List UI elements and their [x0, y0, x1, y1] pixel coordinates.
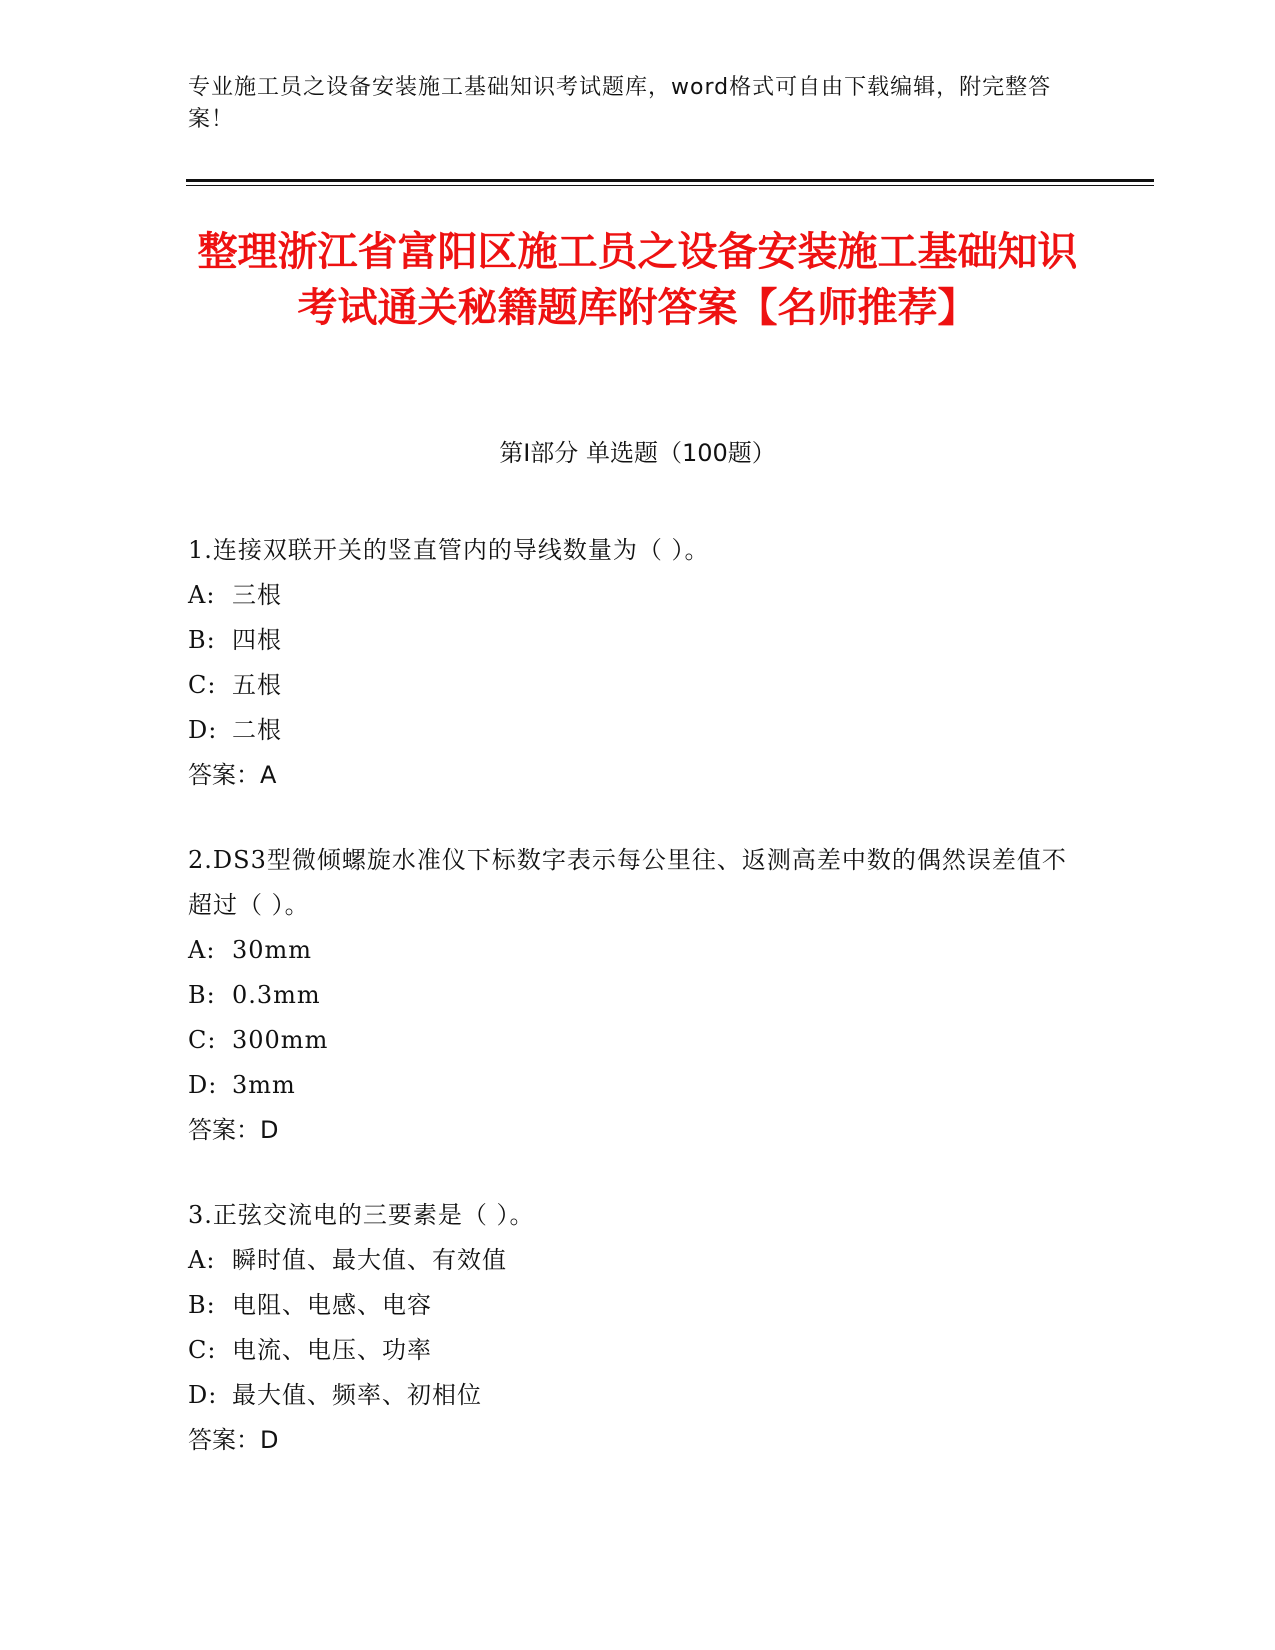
option-d: [188, 1373, 1088, 1418]
option-text: 瞬时值、最大值、有效值: [232, 1246, 507, 1274]
option-letter: A:: [188, 1246, 216, 1274]
answer: 答案：A: [188, 761, 277, 789]
option-text: 3mm: [232, 1071, 296, 1099]
option-letter: C:: [188, 1026, 217, 1054]
option-text: 二根: [232, 716, 282, 744]
question-text: 1.连接双联开关的竖直管内的导线数量为（ ）。: [188, 536, 710, 564]
option-a: [188, 928, 1088, 973]
document-title: 整理浙江省富阳区施工员之设备安装施工基础知识考试通关秘籍题库附答案【名师推荐】: [197, 229, 1078, 331]
question-1: [188, 528, 1088, 798]
option-text: 0.3mm: [232, 981, 321, 1009]
option-b: [188, 618, 1088, 663]
answer: 答案：D: [188, 1116, 279, 1144]
option-c: [188, 1018, 1088, 1063]
option-d: [188, 1063, 1088, 1108]
option-d: [188, 708, 1088, 753]
option-letter: C:: [188, 1336, 217, 1364]
option-text: 30mm: [232, 936, 313, 964]
question-3: [188, 1193, 1088, 1463]
answer: 答案：D: [188, 1426, 279, 1454]
option-letter: D:: [188, 1381, 218, 1409]
option-text: 五根: [232, 671, 282, 699]
question-text: 2.DS3型微倾螺旋水准仪下标数字表示每公里往、返测高差中数的偶然误差值不超过（ ）。: [188, 846, 1067, 919]
question-2: [188, 838, 1088, 1153]
header-rule-thick: [186, 179, 1154, 182]
option-text: 三根: [232, 581, 282, 609]
option-text: 300mm: [232, 1026, 329, 1054]
option-letter: B:: [188, 626, 216, 654]
option-letter: A:: [188, 936, 216, 964]
option-letter: B:: [188, 1291, 216, 1319]
option-c: [188, 663, 1088, 708]
option-text: 四根: [232, 626, 282, 654]
option-letter: B:: [188, 981, 216, 1009]
option-letter: D:: [188, 1071, 218, 1099]
option-a: [188, 1238, 1088, 1283]
option-a: [188, 573, 1088, 618]
question-text: 3.正弦交流电的三要素是（ ）。: [188, 1201, 535, 1229]
option-b: [188, 973, 1088, 1018]
option-letter: D:: [188, 716, 218, 744]
option-text: 电阻、电感、电容: [232, 1291, 432, 1319]
option-letter: A:: [188, 581, 216, 609]
section-heading: 第Ⅰ部分 单选题（100题）: [499, 439, 776, 467]
option-text: 最大值、频率、初相位: [232, 1381, 482, 1409]
header-rule-thin: [186, 185, 1154, 186]
header-note: 专业施工员之设备安装施工基础知识考试题库，word格式可自由下载编辑，附完整答案！: [188, 75, 1052, 132]
option-text: 电流、电压、功率: [232, 1336, 432, 1364]
option-b: [188, 1283, 1088, 1328]
option-c: [188, 1328, 1088, 1373]
question-list: [188, 528, 1088, 1503]
option-letter: C:: [188, 671, 217, 699]
